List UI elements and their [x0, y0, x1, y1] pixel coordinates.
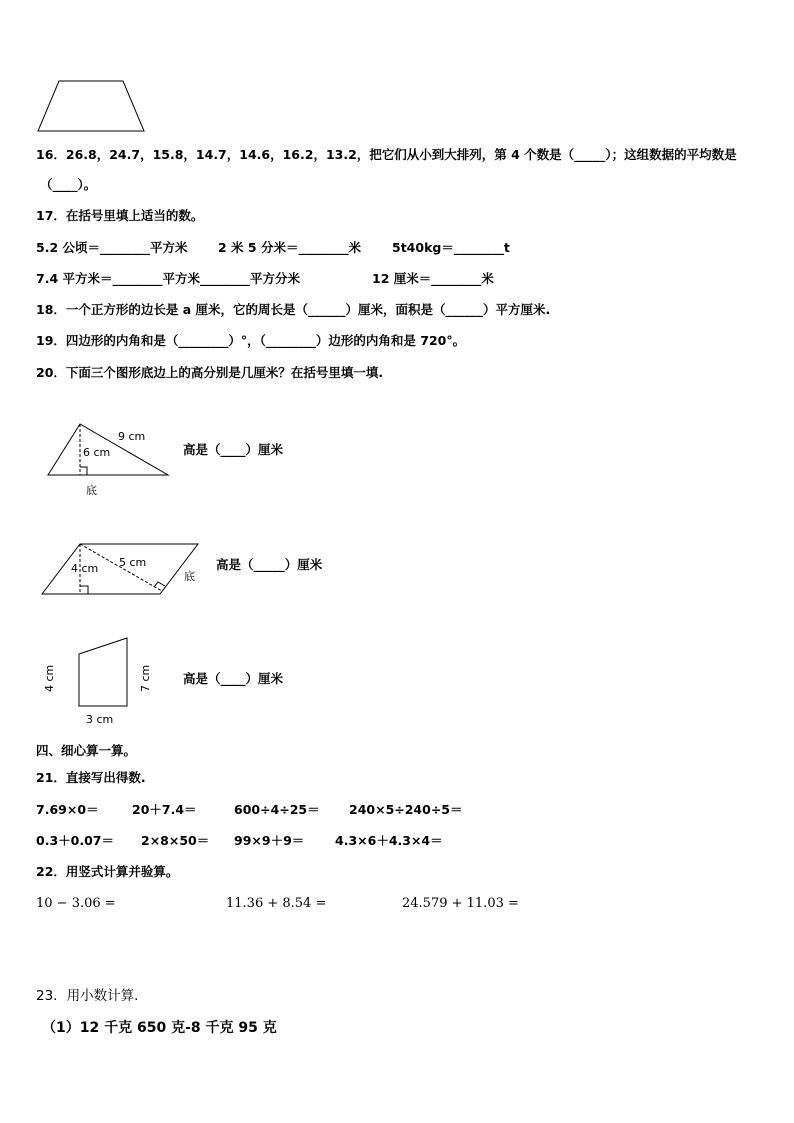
- q17-item-hectare: 5.2 公顷＝________平方米: [36, 240, 188, 255]
- q21-item-6: 2×8×50＝: [141, 833, 210, 848]
- q22-item-1: 10 − 3.06 =: [36, 896, 116, 911]
- trapezoid-shape: [38, 81, 144, 131]
- q18-text: 18．一个正方形的边长是 a 厘米，它的周长是（______）厘米，面积是（______）平方厘米.: [36, 302, 551, 317]
- q21-item-1: 7.69×0＝: [36, 802, 99, 817]
- right-angle-mark: [80, 467, 87, 475]
- q21-item-7: 99×9＋9＝: [234, 833, 305, 848]
- right-angle-mark-2: [154, 582, 165, 587]
- q17-item-ton: 5t40kg＝________t: [392, 240, 510, 255]
- q21-item-3: 600÷4÷25＝: [234, 802, 320, 817]
- parallelogram-height-label: 4 cm: [71, 562, 99, 575]
- q22-item-3: 24.579 + 11.03 =: [402, 896, 519, 911]
- right-trapezoid-shape: [79, 638, 127, 706]
- q17-item-square-meter: 7.4 平方米＝________平方米________平方分米: [36, 271, 300, 286]
- trapezoid-bottom-label: 3 cm: [86, 713, 114, 726]
- q21-item-2: 20＋7.4＝: [132, 802, 197, 817]
- q17-title: 17．在括号里填上适当的数。: [36, 208, 204, 223]
- q16-line2: （____）。: [40, 177, 97, 192]
- q21-title: 21．直接写出得数.: [36, 770, 146, 785]
- trapezoid-left-label: 4 cm: [43, 664, 56, 692]
- q21-item-8: 4.3×6＋4.3×4＝: [335, 833, 443, 848]
- parallelogram-base-label: 底: [184, 570, 195, 583]
- triangle-figure: [44, 418, 184, 503]
- q20-answer-2: 高是（_____）厘米: [216, 557, 323, 572]
- q22-title: 22．用竖式计算并验算。: [36, 864, 179, 879]
- trapezoid-right-label: 7 cm: [139, 664, 152, 692]
- parallelogram-figure: [38, 540, 213, 600]
- q21-item-4: 240×5÷240÷5＝: [349, 802, 463, 817]
- section-4-heading: 四、细心算一算。: [36, 743, 137, 758]
- q23-item-1: （1）12 千克 650 克-8 千克 95 克: [42, 1020, 277, 1036]
- q20-answer-3: 高是（____）厘米: [183, 671, 284, 686]
- q21-item-5: 0.3＋0.07＝: [36, 833, 114, 848]
- parallelogram-shape: [42, 544, 198, 594]
- parallelogram-side-label: 5 cm: [119, 556, 147, 569]
- q17-item-meter: 2 米 5 分米＝________米: [218, 240, 361, 255]
- q16-line1: 16．26.8，24.7，15.8，14.7，14.6，16.2，13.2，把它们从小到大排列，第 4 个数是（_____）；这组数据的平均数是: [36, 147, 737, 162]
- q20-answer-1: 高是（____）厘米: [183, 442, 284, 457]
- right-trapezoid-figure: [40, 632, 160, 727]
- q17-item-centimeter: 12 厘米＝________米: [372, 271, 494, 286]
- right-angle-mark: [80, 586, 88, 594]
- q23-title: 23．用小数计算.: [36, 988, 139, 1004]
- triangle-base-label: 底: [86, 484, 97, 497]
- trapezoid-figure: [34, 78, 154, 138]
- triangle-height-label: 6 cm: [83, 446, 111, 459]
- q20-title: 20．下面三个图形底边上的高分别是几厘米？在括号里填一填.: [36, 365, 384, 380]
- q19-text: 19．四边形的内角和是（________）°，（________）边形的内角和是 720°。: [36, 333, 466, 348]
- q22-item-2: 11.36 + 8.54 =: [226, 896, 327, 911]
- triangle-side-label: 9 cm: [118, 430, 146, 443]
